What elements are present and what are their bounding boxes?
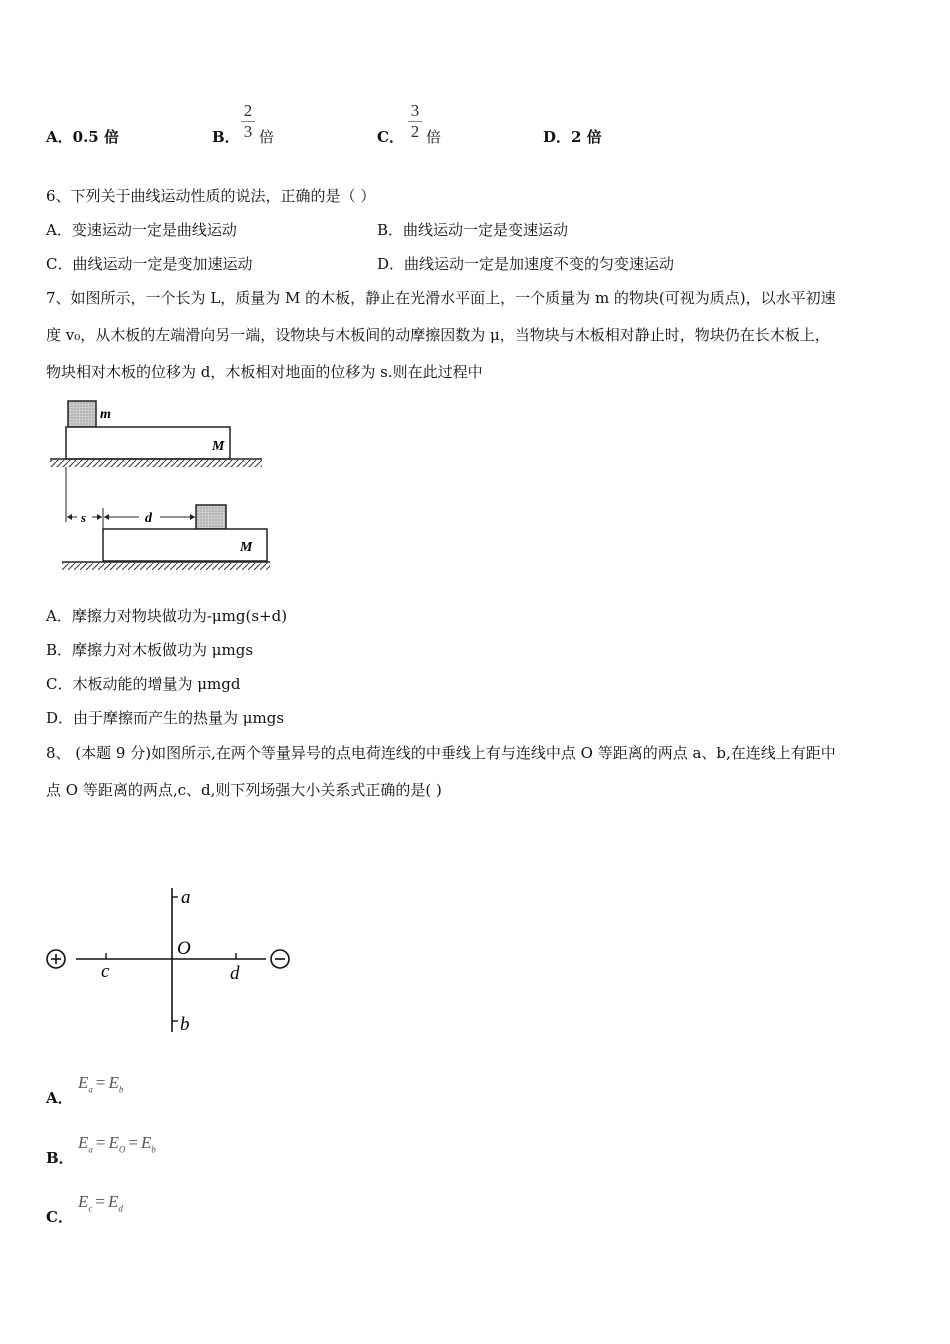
- q6-option-d: D．曲线运动一定是加速度不变的匀变速运动: [377, 255, 675, 273]
- q5-option-b-fraction: [241, 102, 255, 141]
- q8-label-o: O: [177, 938, 191, 959]
- q5-option-d-label: D．: [543, 128, 572, 146]
- q5-option-d: [543, 127, 602, 147]
- q5-b-denominator: 3: [243, 122, 253, 141]
- q8-option-b-label: B．: [46, 1149, 74, 1167]
- q8-option-a-label: A．: [46, 1089, 73, 1107]
- q7-option-d: D．由于摩擦而产生的热量为 μmgs: [46, 709, 285, 727]
- q7-label-m: m: [100, 407, 111, 422]
- q7-option-a: A．摩擦力对物块做功为-μmg(s+d): [46, 607, 288, 625]
- q8-option-c-label: C．: [46, 1208, 73, 1226]
- q7-block-top: [68, 401, 96, 427]
- q7-label-M-bottom: M: [240, 540, 253, 555]
- q7-label-M-top: M: [212, 439, 225, 454]
- q5-c-denominator: 2: [410, 122, 420, 141]
- q8-charges-figure: [44, 884, 300, 1036]
- q7-label-d: d: [145, 511, 152, 526]
- q5-option-c-fraction: [408, 102, 422, 141]
- q7-stem-line2: 度 v₀，从木板的左端滑向另一端，设物块与木板间的动摩擦因数为 μ，当物块与木板相对静止时，物块仍在长木板上，: [46, 326, 830, 344]
- q8-equation-a: $E_a = E_b$: [78, 1073, 124, 1095]
- q5-option-b-label: B．: [212, 128, 240, 146]
- q6-option-c: C．曲线运动一定是变加速运动: [46, 255, 253, 273]
- q8-equation-b: $E_a = E_O = E_b$: [78, 1133, 156, 1155]
- q7-block-bottom: [196, 505, 226, 529]
- q8-stem-line1: 8、 (本题 9 分)如图所示,在两个等量异号的点电荷连线的中垂线上有与连线中点 O 等距离的两点 a、b,在连线上有距中: [46, 744, 836, 762]
- q7-board-top: [66, 427, 230, 459]
- q7-board-block-figure: [44, 396, 274, 581]
- q5-b-numerator: 2: [243, 101, 253, 120]
- q8-label-a: a: [181, 887, 191, 908]
- q8-label-c: c: [101, 961, 110, 982]
- q5-option-c-suffix: 倍: [426, 128, 442, 146]
- q5-option-c-label: C．: [377, 128, 404, 146]
- q7-ground-hatch-top: [50, 460, 262, 467]
- q5-option-b-suffix: 倍: [259, 128, 275, 146]
- q8-label-d: d: [230, 963, 240, 984]
- q6-option-a: A．变速运动一定是曲线运动: [46, 221, 237, 239]
- q8-label-b: b: [180, 1014, 190, 1035]
- q5-option-c: [377, 127, 404, 147]
- q6-option-b: B．曲线运动一定是变速运动: [377, 221, 569, 239]
- q7-option-c: C．木板动能的增量为 μmgd: [46, 675, 241, 693]
- q5-option-a: [46, 127, 119, 147]
- q8-stem-line2: 点 O 等距离的两点,c、d,则下列场强大小关系式正确的是( ): [46, 781, 442, 799]
- q7-stem-line3: 物块相对木板的位移为 d，木板相对地面的位移为 s.则在此过程中: [46, 363, 483, 381]
- q5-c-numerator: 3: [410, 101, 420, 120]
- q7-label-s: s: [81, 510, 87, 525]
- q5-option-a-text: 0.5 倍: [72, 128, 119, 146]
- q5-option-d-text: 2 倍: [571, 128, 602, 146]
- q5-option-b: [212, 127, 240, 147]
- q5-option-a-label: A．: [46, 128, 73, 146]
- q7-option-b: B．摩擦力对木板做功为 μmgs: [46, 641, 254, 659]
- q8-equation-c: $E_c = E_d$: [78, 1192, 123, 1214]
- q7-ground-hatch-bottom: [62, 563, 270, 570]
- q7-stem-line1: 7、如图所示，一个长为 L，质量为 M 的木板，静止在光滑水平面上，一个质量为 m 的物块(可视为质点)，以水平初速: [46, 289, 836, 307]
- q6-stem: 6、下列关于曲线运动性质的说法，正确的是（ ）: [46, 187, 376, 205]
